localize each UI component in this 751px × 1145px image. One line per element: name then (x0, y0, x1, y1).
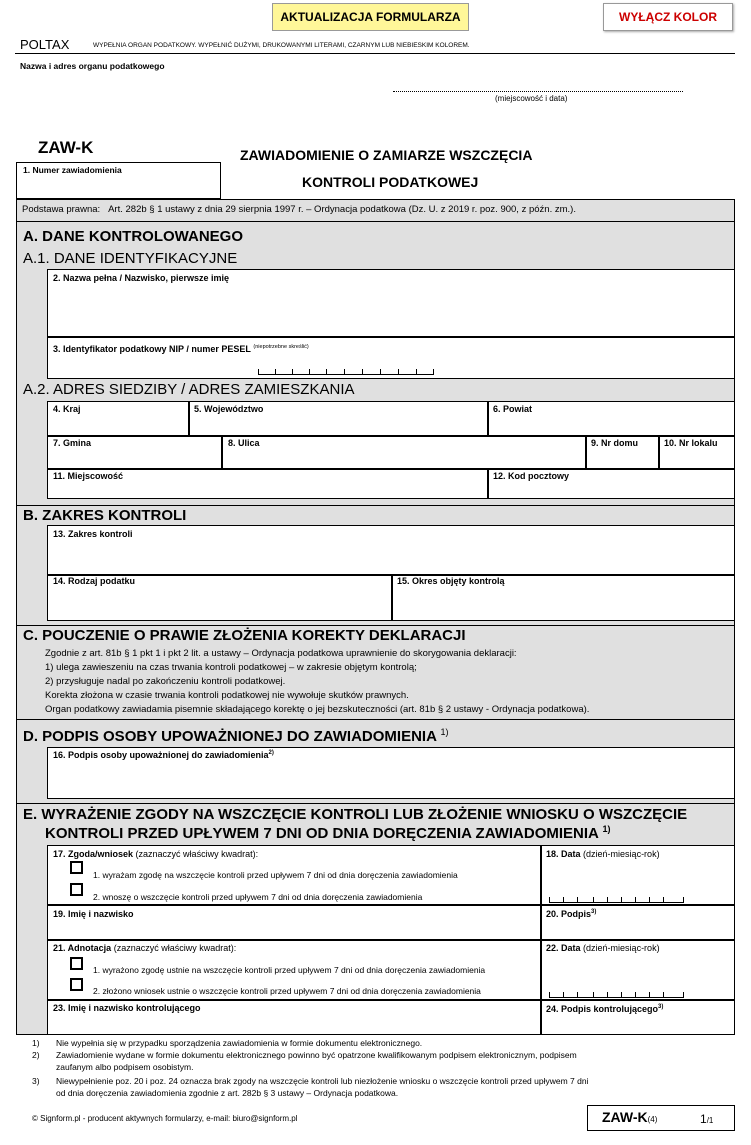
poltax-label: POLTAX (20, 37, 70, 52)
field-23-label: 23. Imię i nazwisko kontrolującego (53, 1003, 201, 1013)
field-13-box[interactable] (47, 525, 735, 575)
section-e-sup: 1) (602, 824, 611, 834)
field-20-label (546, 909, 596, 919)
field-22-text: 22. Data (546, 943, 581, 953)
field-16-sup: 2) (268, 750, 274, 756)
section-d-sup: 1) (440, 727, 449, 737)
fill-instruction: WYPEŁNIA ORGAN PODATKOWY. WYPEŁNIĆ DUŻYMI, DRUKOWANYMI LITERAMI, CZARNYM LUB NIEBIESKIM KOLOREM. (93, 42, 470, 49)
field-1-label: 1. Numer zawiadomienia (23, 165, 122, 175)
section-a1-title: A.1. DANE IDENTYFIKACYJNE (23, 250, 238, 267)
field-18-note: (dzień-miesiąc-rok) (583, 849, 660, 859)
field-15-label: 15. Okres objęty kontrolą (397, 576, 505, 586)
field-6-label: 6. Powiat (493, 404, 533, 414)
field-17-label (53, 849, 258, 859)
section-a-title: A. DANE KONTROLOWANEGO (23, 228, 243, 245)
field-12-label: 12. Kod pocztowy (493, 471, 570, 481)
field-22-note: (dzień-miesiąc-rok) (583, 943, 660, 953)
field-9-label: 9. Nr domu (591, 438, 639, 448)
footnote-3-number: 3) (32, 1076, 40, 1086)
footer-version: (4) (647, 1115, 658, 1124)
field-14-label: 14. Rodzaj podatku (53, 576, 136, 586)
update-form-button[interactable]: AKTUALIZACJA FORMULARZA (272, 3, 469, 31)
page-current: 1 (700, 1112, 707, 1126)
option-17-1-label: 1. wyrażam zgodę na wszczęcie kontroli przed upływem 7 dni od dnia doręczenia zawiadomienia (93, 870, 458, 880)
field-13-label: 13. Zakres kontroli (53, 529, 133, 539)
section-b-border (16, 505, 735, 506)
footnote-3-text-a: Niewypełnienie poz. 20 i poz. 24 oznacza brak zgody na wszczęcie kontroli lub niezłożenie wniosku o wszczęcie kontroli przed upływem 7 dni (56, 1076, 589, 1086)
field-24-sup: 3) (658, 1004, 664, 1010)
field-8-label: 8. Ulica (228, 438, 260, 448)
field-3-note: (niepotrzebne skreślić) (253, 344, 309, 350)
field-16-text: 16. Podpis osoby upoważnionej do zawiadomienia (53, 750, 269, 760)
page-total: /1 (706, 1116, 714, 1125)
field-5-label: 5. Województwo (194, 404, 264, 414)
section-e-title-2-text: KONTROLI PRZED UPŁYWEM 7 DNI OD DNIA DORĘCZENIA ZAWIADOMIENIA (45, 825, 599, 842)
field-22-label (546, 943, 660, 953)
signform-credit: © Signform.pl - producent aktywnych formularzy, e-mail: biuro@signform.pl (32, 1114, 298, 1123)
section-c-border (16, 625, 735, 626)
footer-code-text: ZAW-K (602, 1109, 648, 1125)
date-22-ticks (549, 993, 684, 998)
section-c-line-1: Zgodnie z art. 81b § 1 pkt 1 i pkt 2 lit. a ustawy – Ordynacja podatkowa uprawnienie do skorygowania deklaracji: (45, 648, 517, 659)
section-a2-title: A.2. ADRES SIEDZIBY / ADRES ZAMIESZKANIA (23, 381, 355, 398)
place-date-caption: (miejscowość i data) (495, 94, 568, 103)
field-21-note: (zaznaczyć właściwy kwadrat): (113, 943, 237, 953)
field-8-box[interactable] (222, 436, 586, 469)
checkbox-21-1[interactable] (70, 957, 83, 970)
field-10-label: 10. Nr lokalu (664, 438, 718, 448)
field-17-note: (zaznaczyć właściwy kwadrat): (135, 849, 259, 859)
field-7-label: 7. Gmina (53, 438, 92, 448)
field-19-label: 19. Imię i nazwisko (53, 909, 134, 919)
field-18-label (546, 849, 660, 859)
section-c-line-3: 2) przysługuje nadal po zakończeniu kontroli podatkowej. (45, 676, 286, 687)
footnote-2-number: 2) (32, 1050, 40, 1060)
section-c-line-4: Korekta złożona w czasie trwania kontroli podatkowej nie wywołuje skutków prawnych. (45, 690, 409, 701)
section-c-line-5: Organ podatkowy zawiadamia pisemnie składającego korektę o jej bezskuteczności (art. 81b § 2 ustawy - Ordynacja podatkowa). (45, 704, 590, 715)
field-3-text: 3. Identyfikator podatkowy NIP / numer PESEL (53, 344, 251, 354)
field-4-label: 4. Kraj (53, 404, 81, 414)
section-e-title-1: E. WYRAŻENIE ZGODY NA WSZCZĘCIE KONTROLI LUB ZŁOŻENIE WNIOSKU O WSZCZĘCIE (23, 806, 688, 823)
field-20-text: 20. Podpis (546, 909, 592, 919)
legal-basis-text: Art. 282b § 1 ustawy z dnia 29 sierpnia 1997 r. – Ordynacja podatkowa (Dz. U. z 2019 r. poz. 900, z późn. zm.). (108, 204, 576, 215)
field-18-text: 18. Data (546, 849, 581, 859)
footer-code (602, 1109, 657, 1125)
checkbox-21-2[interactable] (70, 978, 83, 991)
option-21-2-label: 2. złożono wniosek ustnie o wszczęcie kontroli przed upływem 7 dni od dnia doręczenia zawiadomienia (93, 986, 481, 996)
section-a-border (16, 221, 735, 222)
field-3-label (53, 344, 309, 354)
section-b-title: B. ZAKRES KONTROLI (23, 507, 187, 524)
footnote-2-text-a: Zawiadomienie wydane w formie dokumentu elektronicznego powinno być opatrzone kwalifikowanym podpisem elektronicznym, podpisem (56, 1050, 577, 1060)
field-20-sup: 3) (591, 909, 597, 915)
section-d-title-text: D. PODPIS OSOBY UPOWAŻNIONEJ DO ZAWIADOMIENIA (23, 728, 437, 745)
nip-digit-ticks (258, 370, 434, 375)
footnote-2-text-b: zaufanym albo podpisem osobistym. (56, 1062, 194, 1072)
page-number (700, 1112, 713, 1126)
footnote-1-text: Nie wypełnia się w przypadku sporządzenia zawiadomienia w formie dokumentu elektronicznego. (56, 1038, 423, 1048)
place-date-line (393, 91, 683, 92)
organ-label: Nazwa i adres organu podatkowego (20, 61, 165, 71)
section-e-border (16, 803, 735, 804)
legal-basis (22, 204, 576, 215)
disable-color-button[interactable]: WYŁĄCZ KOLOR (603, 3, 733, 31)
checkbox-17-1[interactable] (70, 861, 83, 874)
field-16-label (53, 750, 274, 760)
section-c-title: C. POUCZENIE O PRAWIE ZŁOŻENIA KOREKTY DEKLARACJI (23, 627, 466, 644)
field-17-text: 17. Zgoda/wniosek (53, 849, 134, 859)
top-line (15, 53, 735, 54)
field-2-label: 2. Nazwa pełna / Nazwisko, pierwsze imię (53, 273, 230, 283)
option-17-2-label: 2. wnoszę o wszczęcie kontroli przed upływem 7 dni od dnia doręczenia zawiadomienia (93, 892, 423, 902)
section-c-line-2: 1) ulega zawieszeniu na czas trwania kontroli podatkowej – w zakresie objętym kontrolą; (45, 662, 417, 673)
field-21-text: 21. Adnotacja (53, 943, 112, 953)
field-11-label: 11. Miejscowość (53, 471, 124, 481)
section-e-title-2 (45, 824, 611, 842)
field-24-text: 24. Podpis kontrolującego (546, 1004, 659, 1014)
legal-basis-label: Podstawa prawna: (22, 204, 101, 215)
section-d-title (23, 727, 449, 745)
form-title-1: ZAWIADOMIENIE O ZAMIARZE WSZCZĘCIA (240, 147, 533, 163)
footnote-1-number: 1) (32, 1038, 40, 1048)
footnote-3-text-b: od dnia doręczenia zawiadomienia zgodnie z art. 282b § 3 ustawy – Ordynacja podatkowa. (56, 1088, 399, 1098)
option-21-1-label: 1. wyrażono zgodę ustnie na wszczęcie kontroli przed upływem 7 dni od dnia doręczenia zawiadomienia (93, 965, 486, 975)
form-title-2: KONTROLI PODATKOWEJ (302, 174, 479, 190)
field-24-label (546, 1004, 663, 1014)
section-d-border (16, 719, 735, 720)
date-18-ticks (549, 898, 684, 903)
checkbox-17-2[interactable] (70, 883, 83, 896)
field-21-label (53, 943, 236, 953)
form-code: ZAW-K (38, 138, 94, 157)
